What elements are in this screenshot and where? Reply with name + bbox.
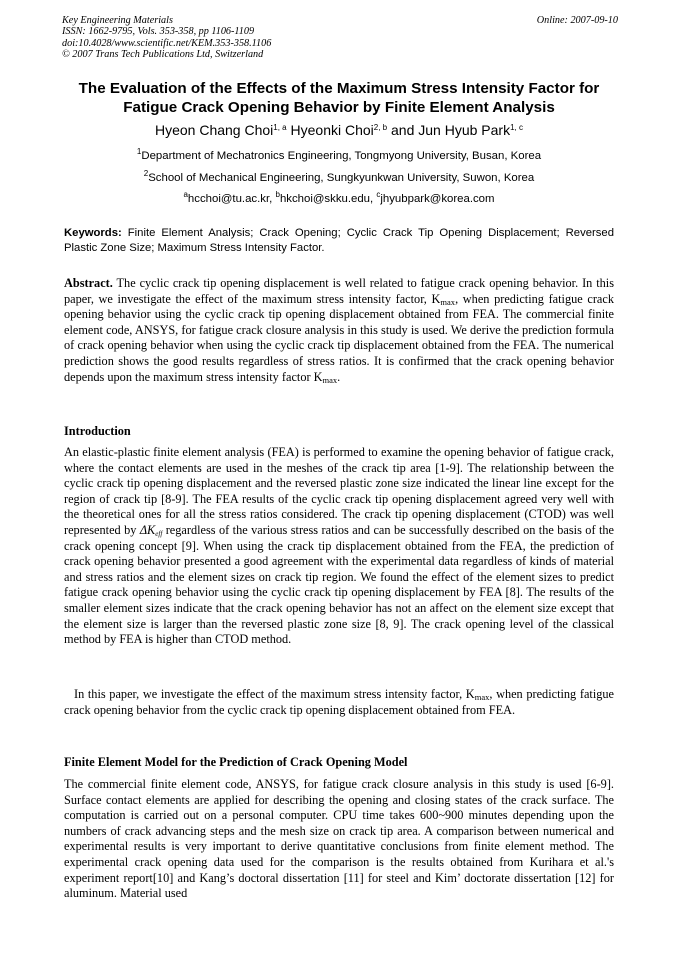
email-link[interactable]: jhyubpark@korea.com <box>380 193 495 205</box>
introduction-heading: Introduction <box>64 424 131 438</box>
email-sup: a <box>183 190 188 199</box>
email-list: $^a$hcchoi@tu.ac.kr, $^b$hkchoi@skku.edu, $^c$jhyubpark@korea.com <box>183 190 495 205</box>
author-name: Hyeon Chang Choi <box>154 122 274 138</box>
affiliation-2 <box>40 171 638 185</box>
author-name: Hyeonki Choi <box>290 122 374 138</box>
affiliation-text: Department of Mechatronics Engineering, Tongmyong University, Busan, Korea <box>141 150 542 162</box>
email-sup: c <box>376 190 381 199</box>
copyright-line: © 2007 Trans Tech Publications Ltd, Switzerland <box>62 49 264 61</box>
kmax-subscript: max <box>322 374 338 385</box>
author-sup: 1, a <box>273 123 287 132</box>
issn-line: ISSN: 1662-9795, Vols. 353-358, pp 1106-1109 <box>62 26 255 38</box>
paper-title <box>40 79 638 117</box>
kmax-subscript: max <box>440 296 456 307</box>
email-link[interactable]: hcchoi@tu.ac.kr <box>187 193 270 205</box>
affiliation-text: School of Mechanical Engineering, Sungkyunkwan University, Suwon, Korea <box>148 172 535 184</box>
author-list <box>40 121 638 139</box>
intro-text: regardless of the various stress ratios and can be successfully described on the basis of the crack opening concept [9]. When using the crack tip displacement obtained from the FEA, the prediction of crack opening behavior presented a good agreement with the experimental data regardless of kinds of material and stress ratios and the element sizes on crack tip region. We found the effect of the element sizes to predict fatigue crack opening behavior using the cyclic crack tip opening displacement by FEA [8]. The results of the smaller element sizes indicate that the crack opening behavior has not an affect on the element size except that the element size is larger than the reversed plastic zone size [8, 9]. The crack opening level of the classical method by FEA is higher than CTOD method. <box>64 522 614 647</box>
abstract-text: The cyclic crack tip opening displacement is well related to fatigue crack opening behavior. In this paper, we investigate the effect of the maximum stress intensity factor, K <box>64 276 614 306</box>
kmax-subscript: max <box>474 692 490 702</box>
abstract-text: . <box>337 369 341 384</box>
author-sup: 1, c <box>510 123 523 132</box>
eff-subscript: eff <box>155 529 163 538</box>
title-line-2: Fatigue Crack Opening Behavior by Finite Element Analysis <box>123 99 555 116</box>
title-line-1: The Evaluation of the Effects of the Maximum Stress Intensity Factor for <box>78 80 600 97</box>
keywords-text: Finite Element Analysis; Crack Opening; Cyclic Crack Tip Opening Displacement; Reversed Plastic Zone Size; Maximum Stress Intensity Factor. <box>64 227 614 254</box>
author-sup: 2, b <box>373 123 388 132</box>
affiliation-1 <box>40 149 638 163</box>
fem-section-heading: Finite Element Model for the Prediction of Crack Opening Model <box>64 755 408 769</box>
keywords-block <box>64 226 614 256</box>
journal-header <box>62 15 618 61</box>
online-date: Online: 2007-09-10 <box>536 15 618 26</box>
fem-section-paragraph: The commercial finite element code, ANSYS, for fatigue crack closure analysis in this study is used [6-9]. Surface contact elements are applied for describing the opening and closing states of the crack surface. The computation is carried out on a personal computer. CPU time takes 600~900 minutes depending upon the numbers of crack advancing steps and the mesh size on crack tip area. A comparison between numerical and experimental results is very important to derive quantitative conclusions from finite element method. The experimental crack opening data used for the comparison is the results obtained from Kurihara et al.'s experiment report[10] and Kang’s doctoral dissertation [11] for steel and Kim’ doctorate dissertation [12] for aluminum. Material used <box>64 777 614 901</box>
doi-line: doi:10.4028/www.scientific.net/KEM.353-358.1106 <box>62 37 272 49</box>
abstract-text: , when predicting fatigue crack opening behavior using the cyclic crack tip opening displacement obtained from FEA. The commercial finite element code, ANSYS, for fatigue crack closure analysis in this study is used. We derive the prediction formula of crack opening behavior when using the cyclic crack tip displacement obtained from the FEA. The numerical prediction shows the good results regardless of stress ratios. It is confirmed that the crack opening behavior depends upon the maximum stress intensity factor K <box>64 291 614 384</box>
keywords-label: Keywords: <box>64 227 122 239</box>
abstract-label: Abstract. <box>64 276 113 290</box>
delta-k-symbol: ΔK <box>139 522 156 537</box>
email-sup: b <box>275 190 280 199</box>
introduction-paragraph-1 <box>64 445 614 648</box>
abstract-paragraph <box>64 276 614 385</box>
affiliation-sup: 2 <box>143 169 149 178</box>
intro-text: , when predicting fatigue crack opening behavior from the cyclic crack tip opening displacement obtained from FEA. <box>64 687 614 717</box>
email-link[interactable]: hkchoi@skku.edu <box>279 193 371 205</box>
introduction-paragraph-2 <box>64 687 614 718</box>
author-name: Jun Hyub Park <box>418 122 511 138</box>
intro-text: An elastic-plastic finite element analysis (FEA) is performed to examine the opening behavior of fatigue crack, where the contact elements are used in the meshes of the crack tip area [1-9]. The relationship between the cyclic crack tip opening displacement and the reversed plastic zone size indicated the linear line except for the region of crack tip [8-9]. The FEA results of the cyclic crack tip opening displacement agreed very well with the theoretical ones for all the stress ratios considered. The crack tip opening displacement (CTOD) was well represented by <box>64 445 614 537</box>
author-joiner: and <box>391 122 415 138</box>
journal-name: Key Engineering Materials <box>62 15 173 26</box>
intro-text: In this paper, we investigate the effect of the maximum stress intensity factor, K <box>74 687 475 701</box>
affiliation-sup: 1 <box>136 147 142 156</box>
delta-k-eff-symbol <box>140 523 162 537</box>
